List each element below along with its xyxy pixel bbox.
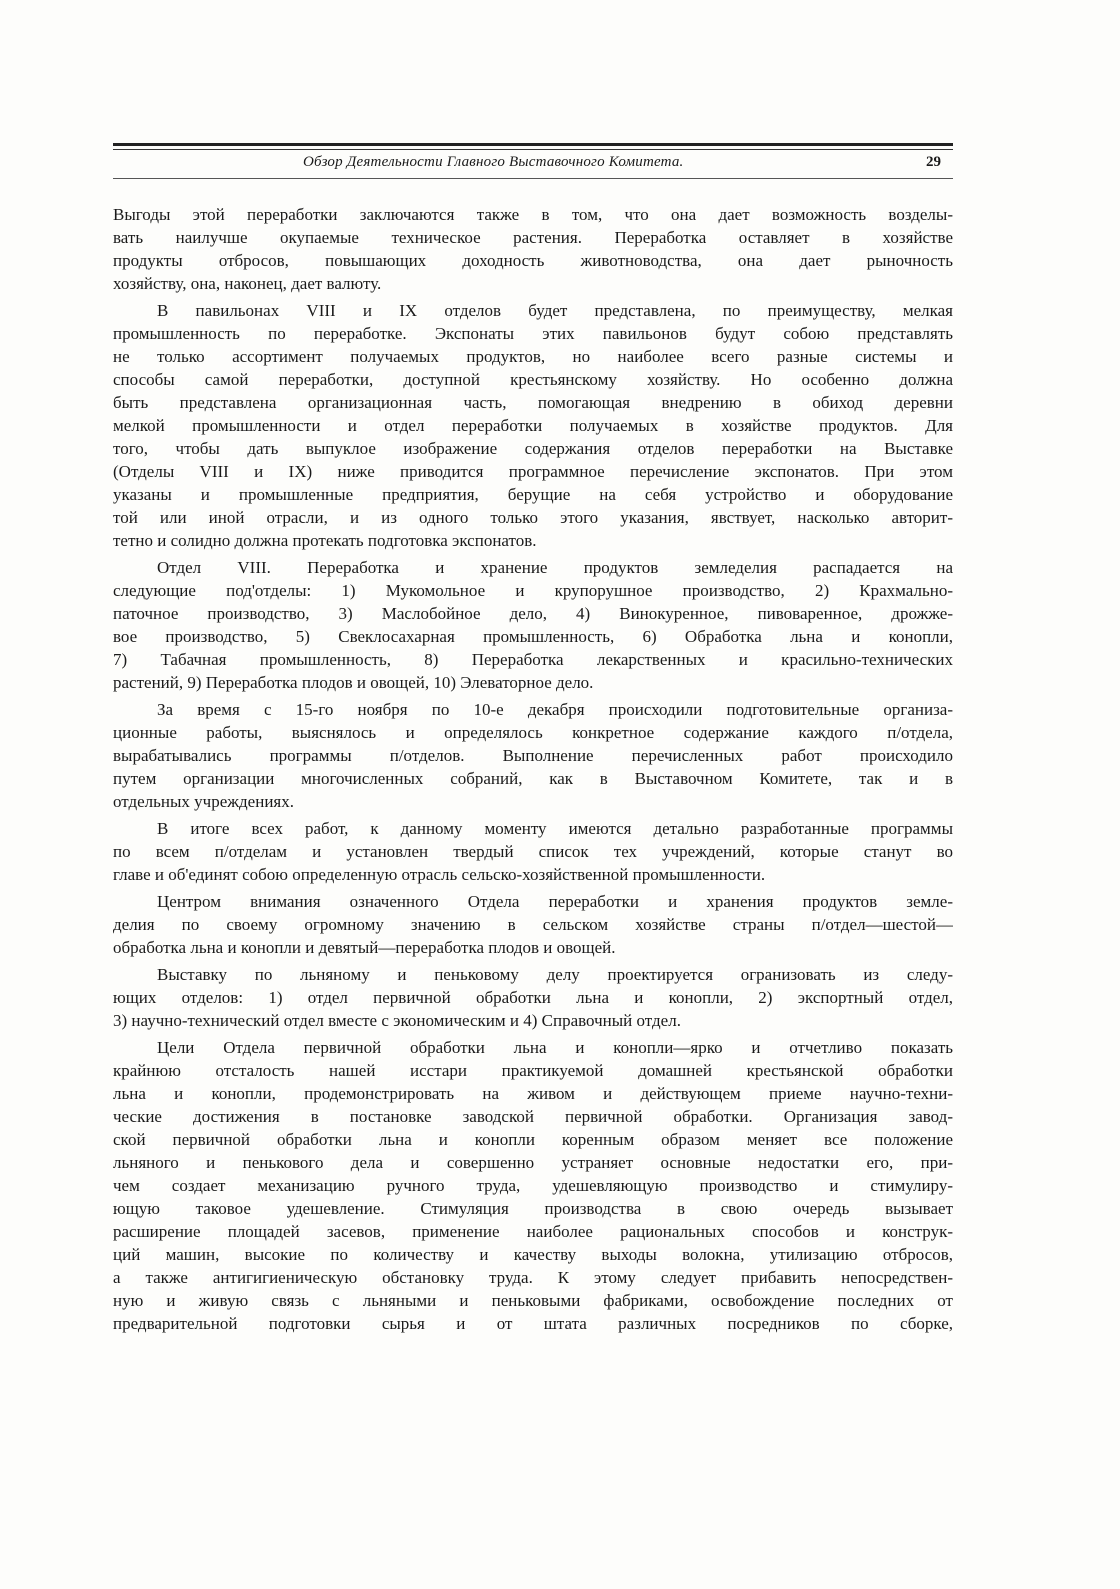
text-line: тетно и солидно должна протекать подготовка экспонатов. [113, 531, 537, 550]
running-header-title: Обзор Деятельности Главного Выставочного Комитета. [303, 154, 684, 170]
body-text [113, 203, 953, 1383]
text-line: обработка льна и конопли и девятый—переработка плодов и овощей. [113, 938, 616, 957]
text-line: ционные работы, выяснялось и определялось конкретное содержание каждого п/отдела, [113, 723, 953, 742]
text-line: Выставку по льняному и пеньковому делу проектируется огранизовать из следу- [157, 965, 953, 984]
text-line: ческие достижения в постановке заводской первичной обработки. Организация завод- [113, 1107, 953, 1126]
text-line: ций машин, высокие по количеству и качеству выходы волокна, утилизацию отбросов, [113, 1245, 953, 1264]
paragraph [113, 698, 953, 813]
text-line: по всем п/отделам и установлен твердый список тех учреждений, которые станут во [113, 842, 953, 861]
text-line: вое производство, 5) Свеклосахарная промышленность, 6) Обработка льна и конопли, [113, 627, 953, 646]
text-line: В павильонах VIII и IX отделов будет представлена, по преимуществу, мелкая [157, 301, 953, 320]
text-line: промышленность по переработке. Экспонаты этих павильонов будут собою представлять [113, 324, 953, 343]
paragraph [113, 963, 953, 1032]
text-line: расширение площадей засевов, применение наиболее рациональных способов и конструк- [113, 1222, 953, 1241]
paragraph [113, 299, 953, 552]
paragraph [113, 556, 953, 694]
text-line: крайнюю отсталость нашей исстари практикуемой домашней крестьянской обработки [113, 1061, 953, 1080]
text-line: вать наилучше окупаемые техническое растения. Переработка оставляет в хозяйстве [113, 228, 953, 247]
text-line: За время с 15-го ноября по 10-е декабря происходили подготовительные организа- [157, 700, 953, 719]
text-line: той или иной отрасли, и из одного только этого указания, явствует, насколько авторит- [113, 508, 953, 527]
text-line: не только ассортимент получаемых продуктов, но наиболее всего разные системы и [113, 347, 953, 366]
text-line: мелкой промышленности и отдел переработки получаемых в хозяйстве продуктов. Для [113, 416, 953, 435]
text-line: 3) научно-технический отдел вместе с экономическим и 4) Справочный отдел. [113, 1011, 681, 1030]
text-line: Центром внимания означенного Отдела переработки и хранения продуктов земле- [157, 892, 953, 911]
text-line: Цели Отдела первичной обработки льна и конопли—ярко и отчетливо показать [157, 1038, 953, 1057]
text-line: растений, 9) Переработка плодов и овощей, 10) Элеваторное дело. [113, 673, 594, 692]
paragraph [113, 890, 953, 959]
text-line: ную и живую связь с льняными и пеньковыми фабриками, освобождение последних от [113, 1291, 953, 1310]
text-line: льняного и пенькового дела и совершенно устраняет основные недостатки его, при- [113, 1153, 953, 1172]
text-line: ющих отделов: 1) отдел первичной обработки льна и конопли, 2) экспортный отдел, [113, 988, 953, 1007]
text-line: способы самой переработки, доступной крестьянскому хозяйству. Но особенно должна [113, 370, 953, 389]
header-rule-thick [113, 143, 953, 146]
text-line: (Отделы VIII и IX) ниже приводится программное перечисление экспонатов. При этом [113, 462, 953, 481]
text-line: делия по своему огромному значению в сельском хозяйстве страны п/отдел—шестой— [113, 915, 953, 934]
page-number: 29 [926, 154, 941, 170]
text-line: хозяйству, она, наконец, дает валюту. [113, 274, 382, 293]
text-line: вырабатывались программы п/отделов. Выполнение перечисленных работ происходило [113, 746, 953, 765]
text-line: главе и об'единят собою определенную отрасль сельско-хозяйственной промышленности. [113, 865, 766, 884]
text-line: В итоге всех работ, к данному моменту имеются детально разработанные программы [157, 819, 953, 838]
text-line: того, чтобы дать выпуклое изображение содержания отделов переработки на Выставке [113, 439, 953, 458]
text-line: 7) Табачная промышленность, 8) Переработка лекарственных и красильно-технических [113, 650, 953, 669]
running-header [113, 154, 953, 176]
paragraph [113, 1036, 953, 1335]
text-line: предварительной подготовки сырья и от штата различных посредников по сборке, [113, 1314, 953, 1333]
text-line: следующие под'отделы: 1) Мукомольное и крупорушное производство, 2) Крахмально- [113, 581, 953, 600]
text-line: а также антигигиеническую обстановку труда. К этому следует прибавить непосредствен- [113, 1268, 953, 1287]
text-line: ющую таковое удешевление. Стимуляция производства в свою очередь вызывает [113, 1199, 953, 1218]
paragraph [113, 203, 953, 295]
text-line: путем организации многочисленных собраний, как в Выставочном Комитете, так и в [113, 769, 953, 788]
header-underline [113, 178, 953, 179]
text-line: отдельных учреждениях. [113, 792, 294, 811]
text-line: ской первичной обработки льна и конопли коренным образом меняет все положение [113, 1130, 953, 1149]
text-line: указаны и промышленные предприятия, берущие на себя устройство и оборудование [113, 485, 953, 504]
header-rule-thin [113, 149, 953, 150]
text-line: быть представлена организационная часть, помогающая внедрению в обиход деревни [113, 393, 953, 412]
paragraph [113, 817, 953, 886]
text-line: чем создает механизацию ручного труда, удешевляющую производство и стимулиру- [113, 1176, 953, 1195]
text-line: льна и конопли, продемонстрировать на живом и действующем приеме научно-техни- [113, 1084, 953, 1103]
text-line: Отдел VIII. Переработка и хранение продуктов земледелия распадается на [157, 558, 953, 577]
text-line: продукты отбросов, повышающих доходность животноводства, она дает рыночность [113, 251, 953, 270]
text-line: паточное производство, 3) Маслобойное дело, 4) Винокуренное, пивоваренное, дрожже- [113, 604, 953, 623]
text-line: Выгоды этой переработки заключаются также в том, что она дает возможность возделы- [113, 205, 953, 224]
